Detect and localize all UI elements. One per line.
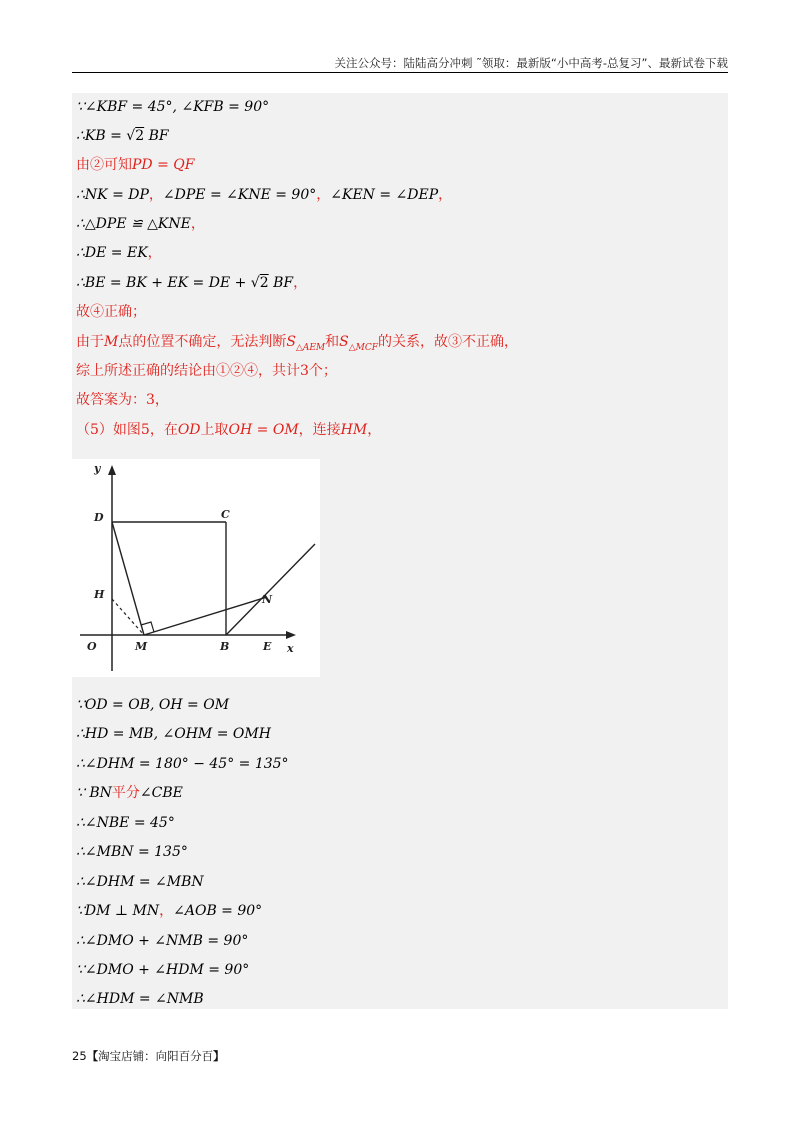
header-text: 关注公众号：陆陆高分冲刺 ˜领取：最新版“小中高考-总复习”、最新试卷下载 — [334, 56, 728, 70]
label-B: B — [220, 640, 230, 653]
line-23: ∴∠HDM = ∠NMB — [76, 991, 204, 1007]
line-6: ∴DE = EK， — [76, 245, 162, 261]
label-y: y — [94, 462, 101, 475]
line-10: 综上所述正确的结论由①②④，共计3个； — [76, 363, 337, 379]
label-x: x — [287, 642, 294, 655]
line-7: ∴BE = BK + EK = DE + √2 BF， — [76, 275, 308, 291]
footer-bracket-open: 【 — [86, 1049, 99, 1063]
label-M: M — [135, 640, 148, 653]
label-C: C — [221, 508, 230, 521]
label-N: N — [262, 593, 273, 606]
page-number: 25 — [72, 1049, 87, 1063]
x-axis-arrow-icon — [286, 631, 296, 639]
line-11: 故答案为：3， — [76, 392, 169, 408]
ray-BN — [226, 544, 315, 635]
line-8: 故④正确； — [76, 304, 146, 320]
label-D: D — [94, 511, 104, 524]
line-19: ∴∠DHM = ∠MBN — [76, 874, 204, 890]
line-12: （5）如图5，在OD上取OH = OM，连接HM， — [76, 422, 382, 438]
line-2: ∴KB = √2 BF — [76, 128, 169, 144]
header-rule — [72, 72, 728, 73]
line-16: ∵ BN平分∠CBE — [76, 785, 183, 801]
figure-5 — [72, 459, 320, 677]
line-9: 由于M点的位置不确定，无法判断$S_{\triangle AEM}$和$S_{\triangle MCF}$的关系，故③不正确， — [76, 334, 519, 353]
label-O: O — [87, 640, 97, 653]
label-H: H — [94, 588, 105, 601]
solution-panel — [72, 93, 728, 1009]
footer — [72, 1048, 225, 1064]
line-3: 由②可知PD = QF — [76, 157, 195, 173]
line-13: ∵OD = OB, OH = OM — [76, 697, 230, 713]
line-17: ∴∠NBE = 45° — [76, 815, 175, 831]
line-5: ∴△DPE ≌ △KNE， — [76, 216, 205, 232]
footer-bracket-close: 】 — [213, 1049, 225, 1063]
label-E: E — [263, 640, 272, 653]
line-15: ∴∠DHM = 180° − 45° = 135° — [76, 756, 289, 772]
line-1: ∵∠KBF = 45°, ∠KFB = 90° — [76, 99, 270, 115]
geometry-diagram — [72, 459, 320, 677]
segment-DM — [112, 522, 144, 635]
y-axis-arrow-icon — [108, 465, 116, 475]
line-22: ∵∠DMO + ∠HDM = 90° — [76, 962, 250, 978]
shop-name: 淘宝店铺：向阳百分百 — [98, 1049, 214, 1063]
line-21: ∴∠DMO + ∠NMB = 90° — [76, 933, 249, 949]
line-4: ∴NK = DP，∠DPE = ∠KNE = 90°，∠KEN = ∠DEP， — [76, 187, 453, 203]
segment-MN — [144, 597, 267, 635]
line-20: ∵DM ⊥ MN，∠AOB = 90° — [76, 903, 263, 919]
line-14: ∴HD = MB, ∠OHM = OMH — [76, 726, 271, 742]
line-18: ∴∠MBN = 135° — [76, 844, 188, 860]
